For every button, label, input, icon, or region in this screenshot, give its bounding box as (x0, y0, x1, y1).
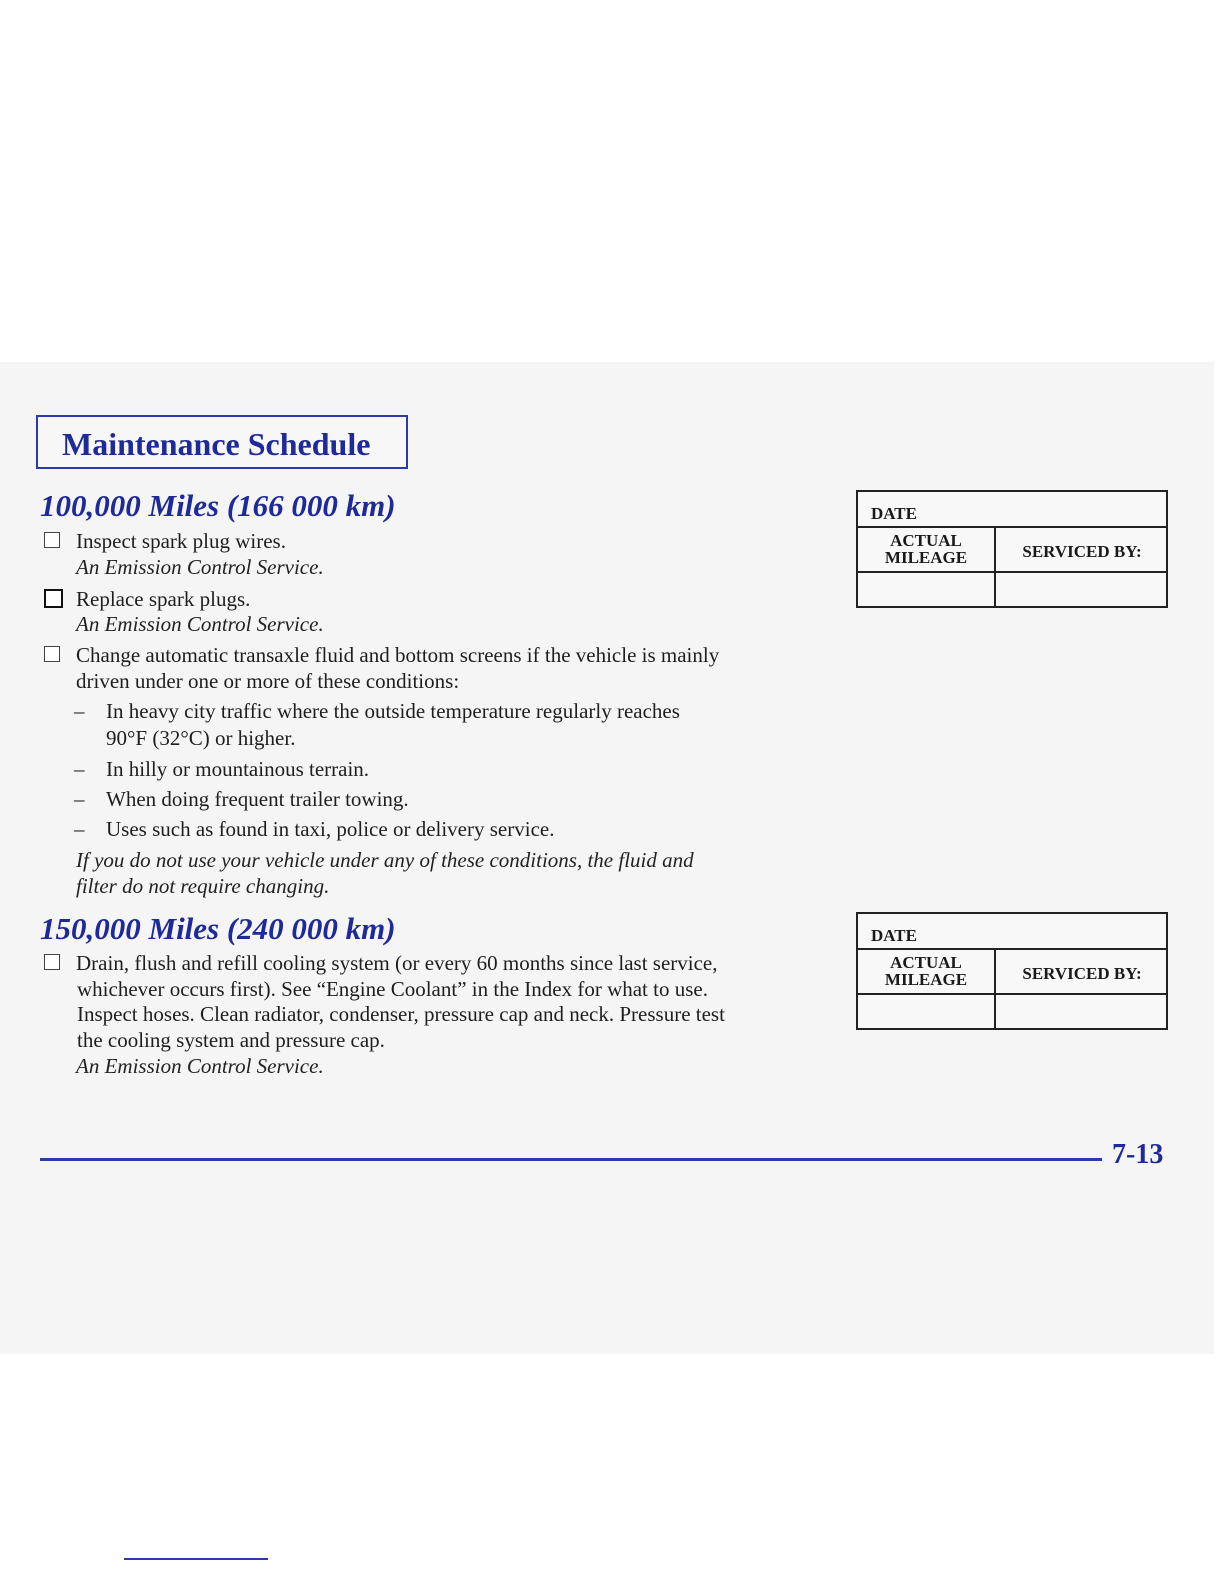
item-text-line: Drain, flush and refill cooling system (or every 60 months since last service, (76, 951, 718, 975)
section-heading-100k: 100,000 Miles (166 000 km) (40, 488, 396, 523)
item-text-line: Inspect hoses. Clean radiator, condenser, pressure cap and neck. Pressure test (77, 1002, 725, 1026)
bottom-line (124, 1558, 268, 1560)
divider (858, 993, 1166, 995)
checkbox[interactable] (44, 646, 60, 662)
item-text-line: the cooling system and pressure cap. (77, 1028, 385, 1052)
dash-bullet: – (74, 817, 85, 841)
divider (994, 950, 996, 1030)
mileage-label-line: ACTUAL (890, 531, 962, 550)
emission-note: An Emission Control Service. (76, 555, 324, 579)
item-text-line: whichever occurs first). See “Engine Coolant” in the Index for what to use. (77, 977, 708, 1001)
condition-text-line: In heavy city traffic where the outside temperature regularly reaches (106, 699, 680, 723)
section-heading-150k: 150,000 Miles (240 000 km) (40, 911, 396, 946)
divider (858, 571, 1166, 573)
serviced-by-label: SERVICED BY: (1022, 542, 1142, 561)
condition-text-line: Uses such as found in taxi, police or delivery service. (106, 817, 555, 841)
date-row[interactable] (858, 914, 1166, 950)
date-row[interactable] (858, 492, 1166, 528)
page-number: 7-13 (1112, 1139, 1164, 1170)
checkbox[interactable] (44, 532, 60, 548)
checkbox[interactable] (44, 954, 60, 970)
item-text-line: Change automatic transaxle fluid and bottom screens if the vehicle is mainly (76, 643, 720, 667)
mileage-label-line: MILEAGE (884, 548, 968, 567)
dash-bullet: – (74, 787, 85, 811)
conditions-note-line: If you do not use your vehicle under any of these conditions, the fluid and (76, 848, 694, 872)
service-record-box (856, 490, 1168, 608)
condition-text-line: 90°F (32°C) or higher. (106, 726, 296, 750)
item-text-line: driven under one or more of these conditions: (76, 669, 460, 693)
page-title: Maintenance Schedule (62, 426, 371, 462)
section-title-box (36, 415, 408, 469)
service-record-box (856, 912, 1168, 1030)
emission-note: An Emission Control Service. (76, 612, 324, 636)
dash-bullet: – (74, 699, 85, 723)
mileage-label (858, 954, 994, 988)
mileage-label-line: MILEAGE (884, 970, 968, 989)
dash-bullet: – (74, 757, 85, 781)
emission-note: An Emission Control Service. (76, 1054, 324, 1078)
conditions-note-line: filter do not require changing. (76, 874, 330, 898)
item-text: Inspect spark plug wires. (76, 529, 286, 553)
divider (994, 528, 996, 608)
checkbox[interactable] (44, 589, 63, 608)
item-text: Replace spark plugs. (76, 587, 251, 611)
condition-text-line: When doing frequent trailer towing. (106, 787, 409, 811)
serviced-by-label: SERVICED BY: (1022, 964, 1142, 983)
date-label: DATE (871, 504, 917, 523)
condition-text-line: In hilly or mountainous terrain. (106, 757, 370, 781)
date-label: DATE (871, 926, 917, 945)
mileage-label-line: ACTUAL (890, 953, 962, 972)
mileage-label (858, 532, 994, 566)
footer-rule (40, 1158, 1102, 1161)
